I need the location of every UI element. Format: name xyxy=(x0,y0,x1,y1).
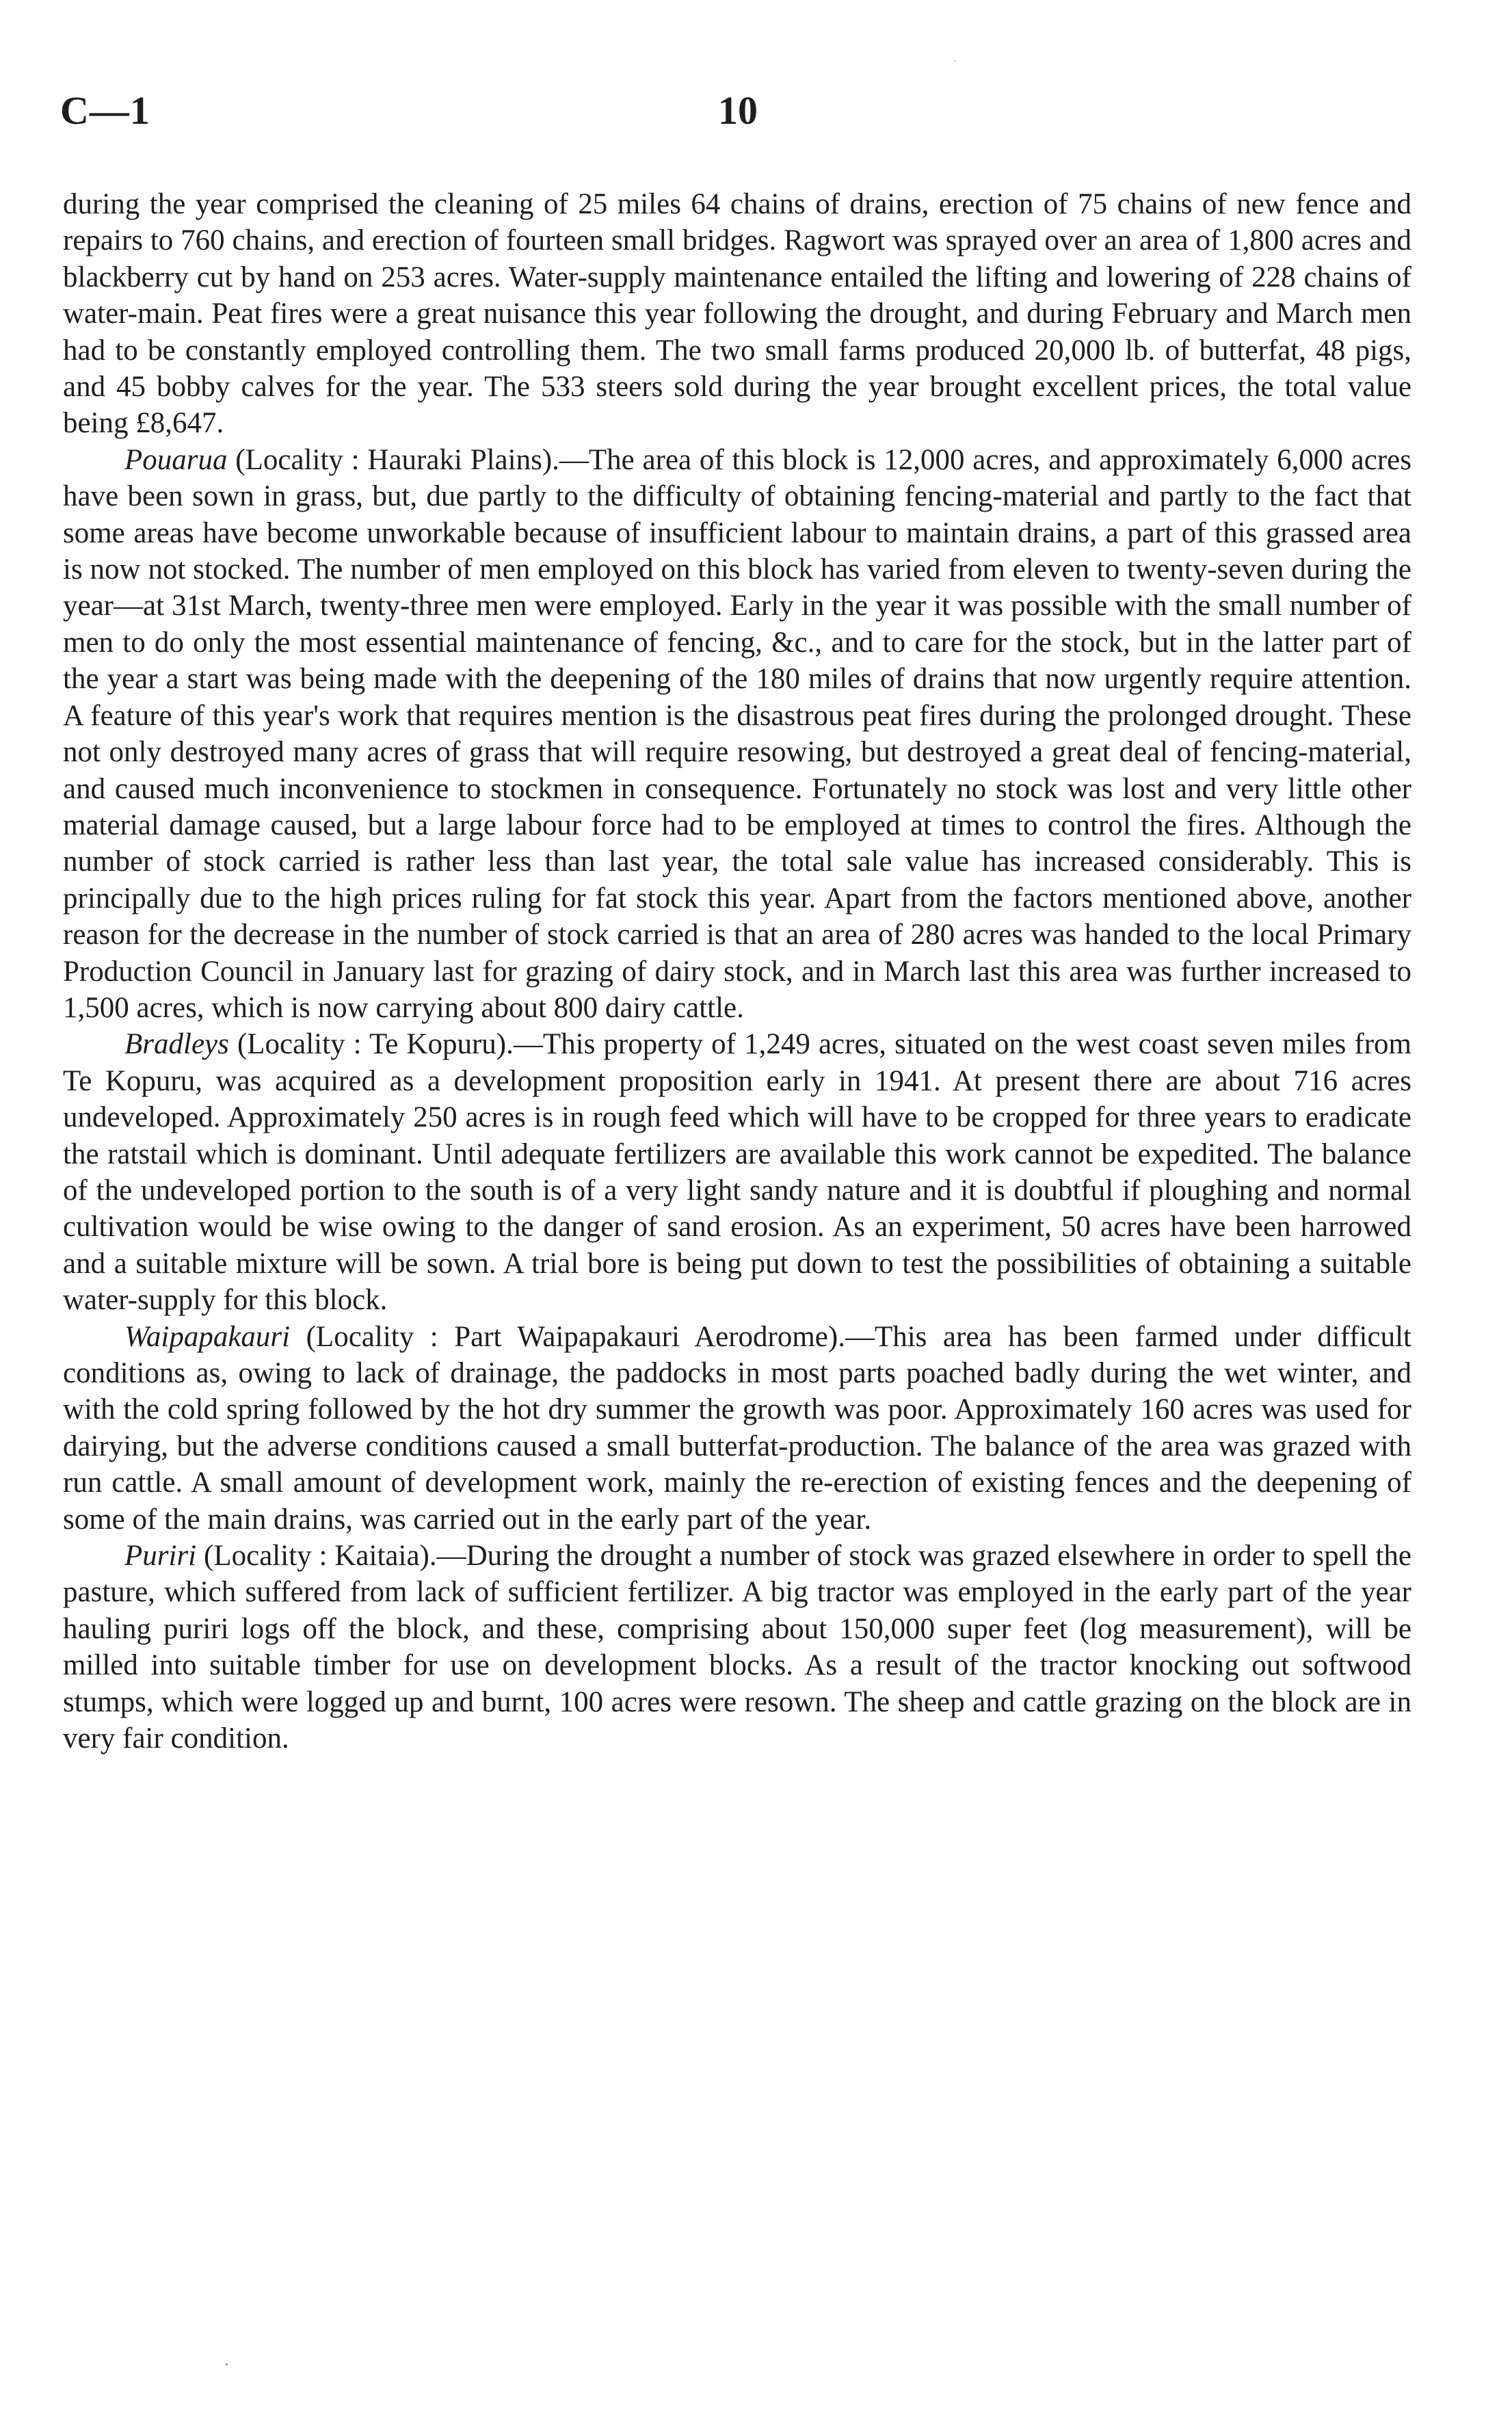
paragraph-text: (Locality : Part Waipapakauri Aerodrome).—This area has been farmed under difficult conditions as, owing to lack of drainage, the paddocks in most parts poached badly during the wet winter, and with the cold spring followed by the hot dry summer the growth was poor. Approximately 160 acres was used for dairying, but the adverse conditions caused a small butterfat-production. The balance of the area was grazed with run cattle. A small amount of development work, mainly the re-erection of existing fences and the deepening of some of the main drains, was carried out in the early part of the year. xyxy=(63,1320,1411,1536)
scan-mark xyxy=(955,60,956,62)
paragraph-text: (Locality : Hauraki Plains).—The area of this block is 12,000 acres, and approximately 6,000 acres have been sown in grass, but, due partly to the difficulty of obtaining fencing-material and partly to the fact that some areas have become unworkable because of insufficient labour to maintain drains, a part of this grassed area is now not stocked. The number of men employed on this block has varied from eleven to twenty-seven during the year—at 31st March, twenty-three men were employed. Early in the year it was possible with the small number of men to do only the most essential maintenance of fencing, &c., and to care for the stock, but in the latter part of the year a start was being made with the deepening of the 180 miles of drains that now urgently require attention. A feature of this year's work that requires mention is the disastrous peat fires during the prolonged drought. These not only destroyed many acres of grass that will require resowing, but destroyed a great deal of fencing-material, and caused much inconvenience to stockmen in consequence. Fortunately no stock was lost and very little other material damage caused, but a large labour force had to be employed at times to control the fires. Although the number of stock carried is rather less than last year, the total sale value has increased considerably. This is principally due to the high prices ruling for fat stock this year. Apart from the factors mentioned above, another reason for the decrease in the number of stock carried is that an area of 280 acres was handed to the local Primary Production Council in January last for grazing of dairy stock, and in March last this area was further increased to 1,500 acres, which is now carrying about 800 dairy cattle. xyxy=(63,443,1411,1024)
block-name-waipapakauri: Waipapakauri xyxy=(124,1320,291,1353)
paragraph-bradleys xyxy=(63,1026,1411,1318)
scan-dot xyxy=(226,2363,228,2365)
paragraph-text: (Locality : Te Kopuru).—This property of 1,249 acres, situated on the west coast seven miles from Te Kopuru, was acquired as a development proposition early in 1941. At present there are about 716 acres undeveloped. Approximately 250 acres is in rough feed which will have to be cropped for three years to eradicate the ratstail which is dominant. Until adequate fertilizers are available this work cannot be expedited. The balance of the undeveloped portion to the south is of a very light sandy nature and it is doubtful if ploughing and normal cultivation would be wise owing to the danger of sand erosion. As an experiment, 50 acres have been harrowed and a suitable mixture will be sown. A trial bore is being put down to test the possibilities of obtaining a suitable water-supply for this block. xyxy=(63,1028,1411,1317)
block-name-bradleys: Bradleys xyxy=(124,1028,229,1061)
report-body xyxy=(63,186,1411,1757)
paragraph-puriri xyxy=(63,1538,1411,1757)
page-header xyxy=(60,88,1428,149)
paragraph-text: (Locality : Kaitaia).—During the drought a number of stock was grazed elsewhere in order to spell the pasture, which suffered from lack of sufficient fertilizer. A big tractor was employed in the early part of the year hauling puriri logs off the block, and these, comprising about 150,000 super feet (log measurement), will be milled into suitable timber for use on development blocks. As a result of the tractor knocking out softwood stumps, which were logged up and burnt, 100 acres were resown. The sheep and cattle grazing on the block are in very fair condition. xyxy=(63,1540,1411,1755)
paragraph-text: during the year comprised the cleaning of 25 miles 64 chains of drains, erection of 75 chains of new fence and repairs to 760 chains, and erection of fourteen small bridges. Ragwort was sprayed over an area of 1,800 acres and blackberry cut by hand on 253 acres. Water-supply maintenance entailed the lifting and lowering of 228 chains of water-main. Peat fires were a great nuisance this year following the drought, and during February and March men had to be constantly employed controlling them. The two small farms produced 20,000 lb. of butterfat, 48 pigs, and 45 bobby calves for the year. The 533 steers sold during the year brought excellent prices, the total value being £8,647. xyxy=(63,188,1411,440)
page-number: 10 xyxy=(718,88,758,133)
block-name-puriri: Puriri xyxy=(124,1540,197,1573)
paragraph-waipapakauri xyxy=(63,1319,1411,1538)
paragraph-pouarua xyxy=(63,442,1411,1027)
block-name-pouarua: Pouarua xyxy=(124,443,228,476)
paragraph-continuation xyxy=(63,186,1411,442)
document-reference: C—1 xyxy=(60,88,150,133)
